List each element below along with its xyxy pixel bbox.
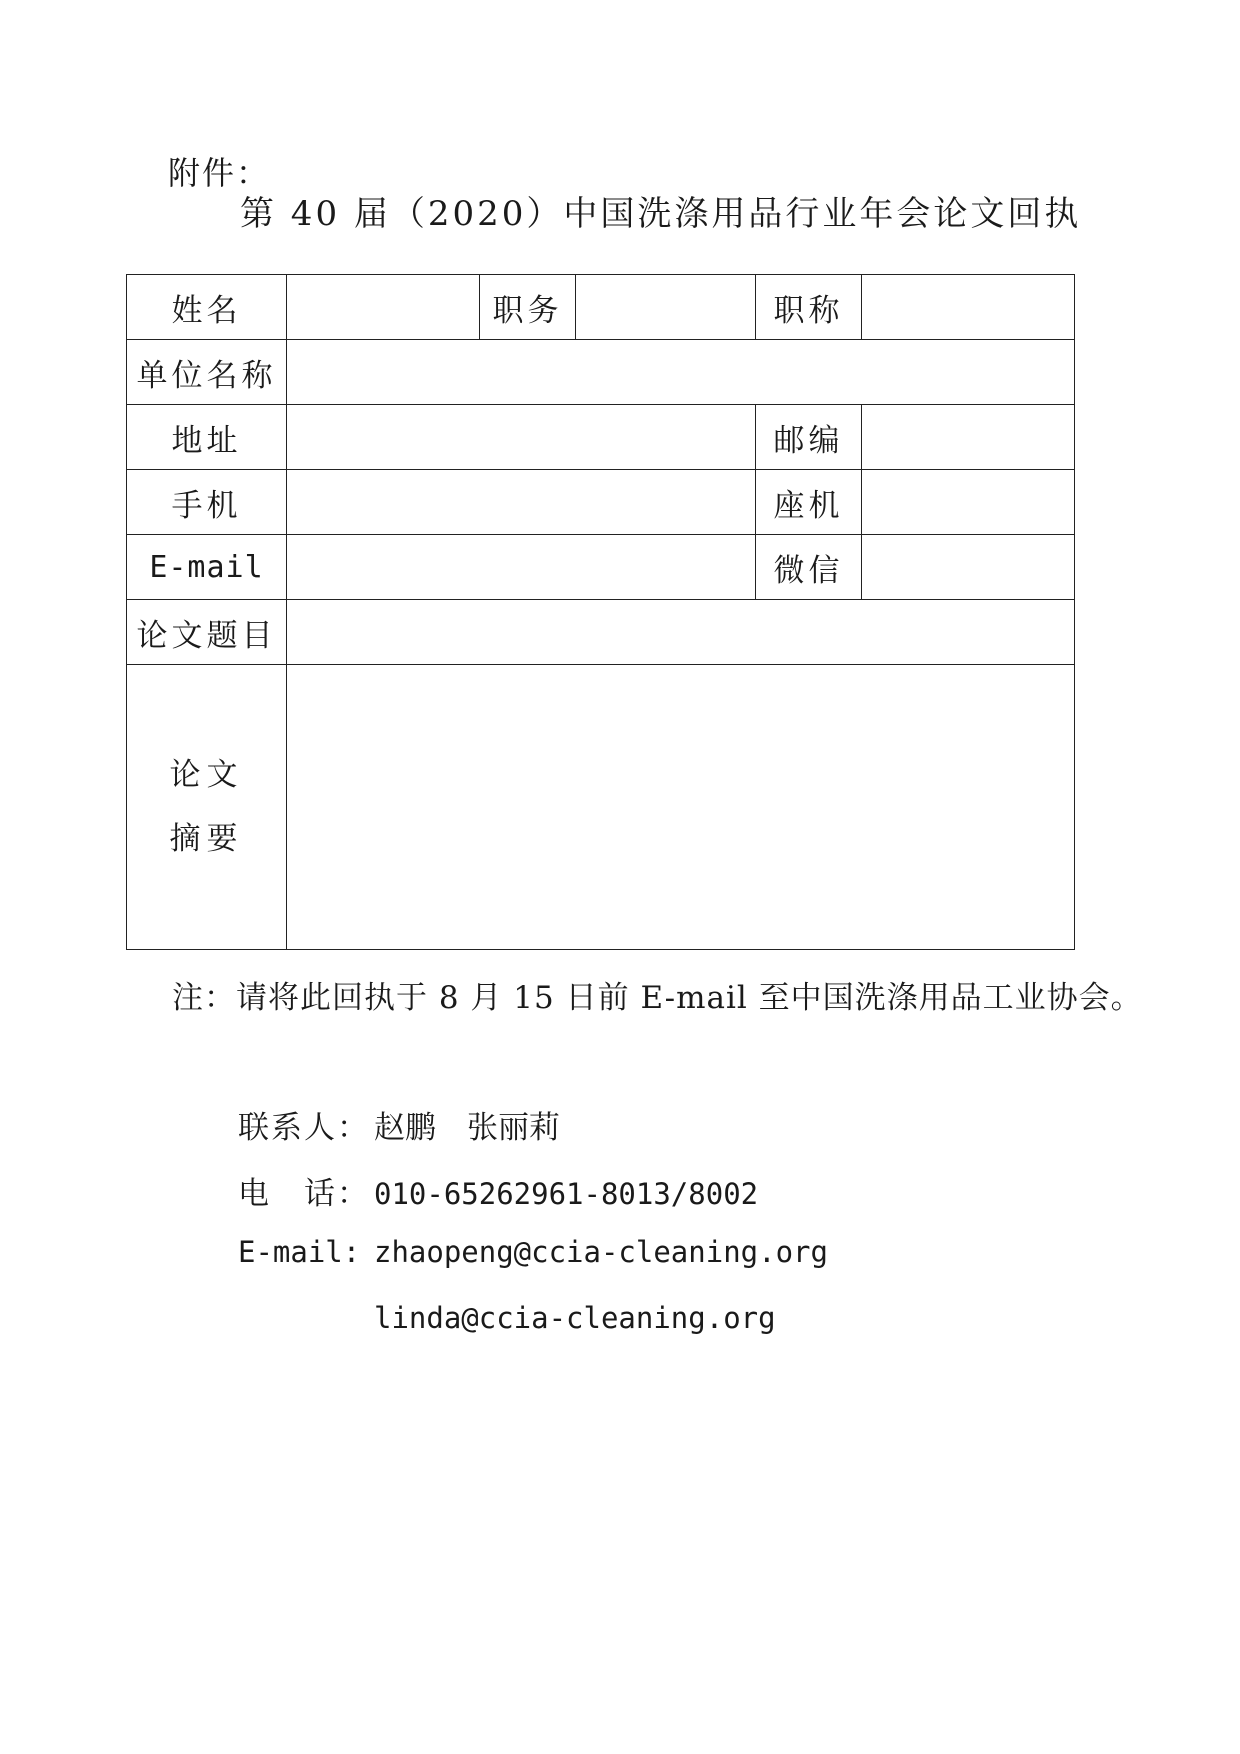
name-label: 姓名 [127, 275, 287, 340]
email-label: E-mail [127, 535, 287, 600]
wechat-label: 微信 [756, 535, 862, 600]
landline-label: 座机 [756, 470, 862, 535]
abstract-label-cell [127, 665, 287, 950]
contact-person-row [238, 1102, 828, 1168]
contact-email-row [238, 1234, 828, 1300]
position-field[interactable] [576, 275, 756, 340]
mobile-label: 手机 [127, 470, 287, 535]
postcode-field[interactable] [862, 405, 1075, 470]
organization-field[interactable] [287, 340, 1075, 405]
form-row-organization [127, 340, 1075, 405]
form-row-mobile [127, 470, 1075, 535]
address-label: 地址 [127, 405, 287, 470]
postcode-label: 邮编 [756, 405, 862, 470]
reply-form-table [126, 274, 1075, 950]
position-label: 职务 [480, 275, 576, 340]
form-row-abstract [127, 665, 1075, 950]
job-title-label: 职称 [756, 275, 862, 340]
contact-block [238, 1102, 828, 1366]
contact-phone-label: 电 话： [238, 1176, 370, 1212]
contact-email-value-1[interactable]: zhaopeng@ccia-cleaning.org [374, 1235, 828, 1269]
address-field[interactable] [287, 405, 756, 470]
contact-email-label: E-mail: [238, 1235, 361, 1269]
contact-email-row-2 [238, 1300, 828, 1366]
form-row-name [127, 275, 1075, 340]
attachment-label: 附件： [168, 154, 271, 192]
job-title-field[interactable] [862, 275, 1075, 340]
form-row-paper-title [127, 600, 1075, 665]
document-title: 第 40 届（2020）中国洗涤用品行业年会论文回执 [240, 194, 1082, 234]
name-field[interactable] [287, 275, 480, 340]
email-field[interactable] [287, 535, 756, 600]
contact-phone-value: 010-65262961-8013/8002 [374, 1177, 759, 1211]
contact-person-label: 联系人： [238, 1110, 370, 1146]
contact-email-value-2[interactable]: linda@ccia-cleaning.org [374, 1301, 776, 1335]
form-row-address [127, 405, 1075, 470]
wechat-field[interactable] [862, 535, 1075, 600]
landline-field[interactable] [862, 470, 1075, 535]
submission-note: 注：请将此回执于 8 月 15 日前 E-mail 至中国洗涤用品工业协会。 [172, 980, 1143, 1016]
contact-person-value: 赵鹏 张丽莉 [374, 1110, 560, 1146]
abstract-label-line1: 论文 [169, 757, 244, 793]
contact-phone-row [238, 1168, 828, 1234]
paper-title-label: 论文题目 [127, 600, 287, 665]
abstract-field[interactable] [287, 665, 1075, 950]
form-row-email [127, 535, 1075, 600]
abstract-label-line2: 摘要 [169, 821, 244, 857]
organization-label: 单位名称 [127, 340, 287, 405]
mobile-field[interactable] [287, 470, 756, 535]
paper-title-field[interactable] [287, 600, 1075, 665]
